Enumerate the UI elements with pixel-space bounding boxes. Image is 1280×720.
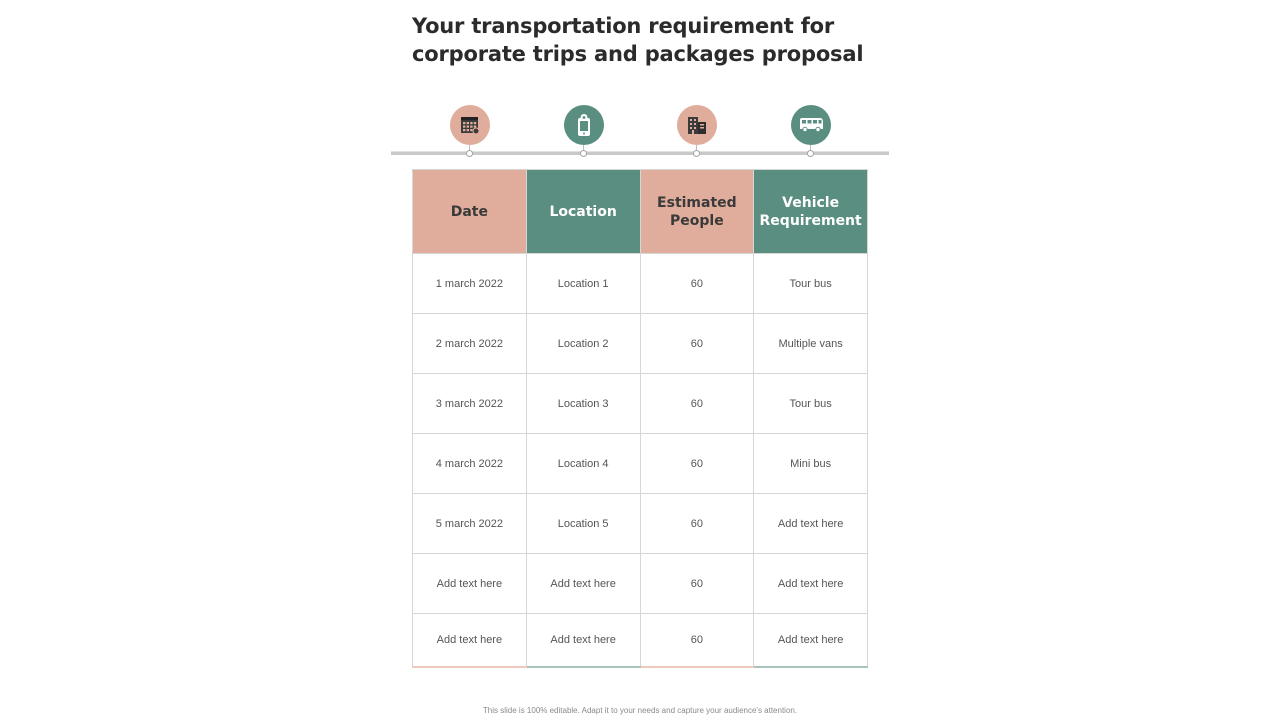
table-row	[413, 434, 868, 494]
cell-date: 2 march 2022	[413, 314, 527, 374]
cell-date: 1 march 2022	[413, 254, 527, 314]
cell-people: 60	[640, 374, 754, 434]
cell-vehicle: Tour bus	[754, 374, 868, 434]
cell-location: Add text here	[526, 554, 640, 614]
map-location-icon	[564, 105, 604, 145]
cell-location: Location 2	[526, 314, 640, 374]
cell-vehicle: Add text here	[754, 614, 868, 668]
table-row	[413, 494, 868, 554]
calendar-icon	[450, 105, 490, 145]
cell-people: 60	[640, 254, 754, 314]
table-row	[413, 314, 868, 374]
cell-vehicle: Add text here	[754, 554, 868, 614]
cell-vehicle: Tour bus	[754, 254, 868, 314]
cell-location: Location 3	[526, 374, 640, 434]
header-vehicle-requirement: Vehicle Requirement	[754, 170, 868, 254]
header-date: Date	[413, 170, 527, 254]
table-row	[413, 614, 868, 668]
cell-date: 5 march 2022	[413, 494, 527, 554]
cell-location: Location 5	[526, 494, 640, 554]
table-row	[413, 554, 868, 614]
cell-vehicle: Multiple vans	[754, 314, 868, 374]
transport-table	[412, 169, 868, 668]
cell-date: Add text here	[413, 554, 527, 614]
cell-location: Add text here	[526, 614, 640, 668]
table-row	[413, 374, 868, 434]
cell-vehicle: Add text here	[754, 494, 868, 554]
cell-people: 60	[640, 494, 754, 554]
bus-icon	[791, 105, 831, 145]
cell-people: 60	[640, 554, 754, 614]
table-row	[413, 254, 868, 314]
cell-location: Location 1	[526, 254, 640, 314]
cell-date: Add text here	[413, 614, 527, 668]
building-icon	[677, 105, 717, 145]
header-location: Location	[526, 170, 640, 254]
table-header-row	[413, 170, 868, 254]
cell-date: 3 march 2022	[413, 374, 527, 434]
page-title: Your transportation requirement for corporate trips and packages proposal	[412, 14, 864, 66]
footer-note: This slide is 100% editable. Adapt it to your needs and capture your audience's attention.	[482, 706, 798, 715]
cell-location: Location 4	[526, 434, 640, 494]
cell-vehicle: Mini bus	[754, 434, 868, 494]
cell-people: 60	[640, 434, 754, 494]
cell-date: 4 march 2022	[413, 434, 527, 494]
cell-people: 60	[640, 614, 754, 668]
header-estimated-people: Estimated People	[640, 170, 754, 254]
cell-people: 60	[640, 314, 754, 374]
